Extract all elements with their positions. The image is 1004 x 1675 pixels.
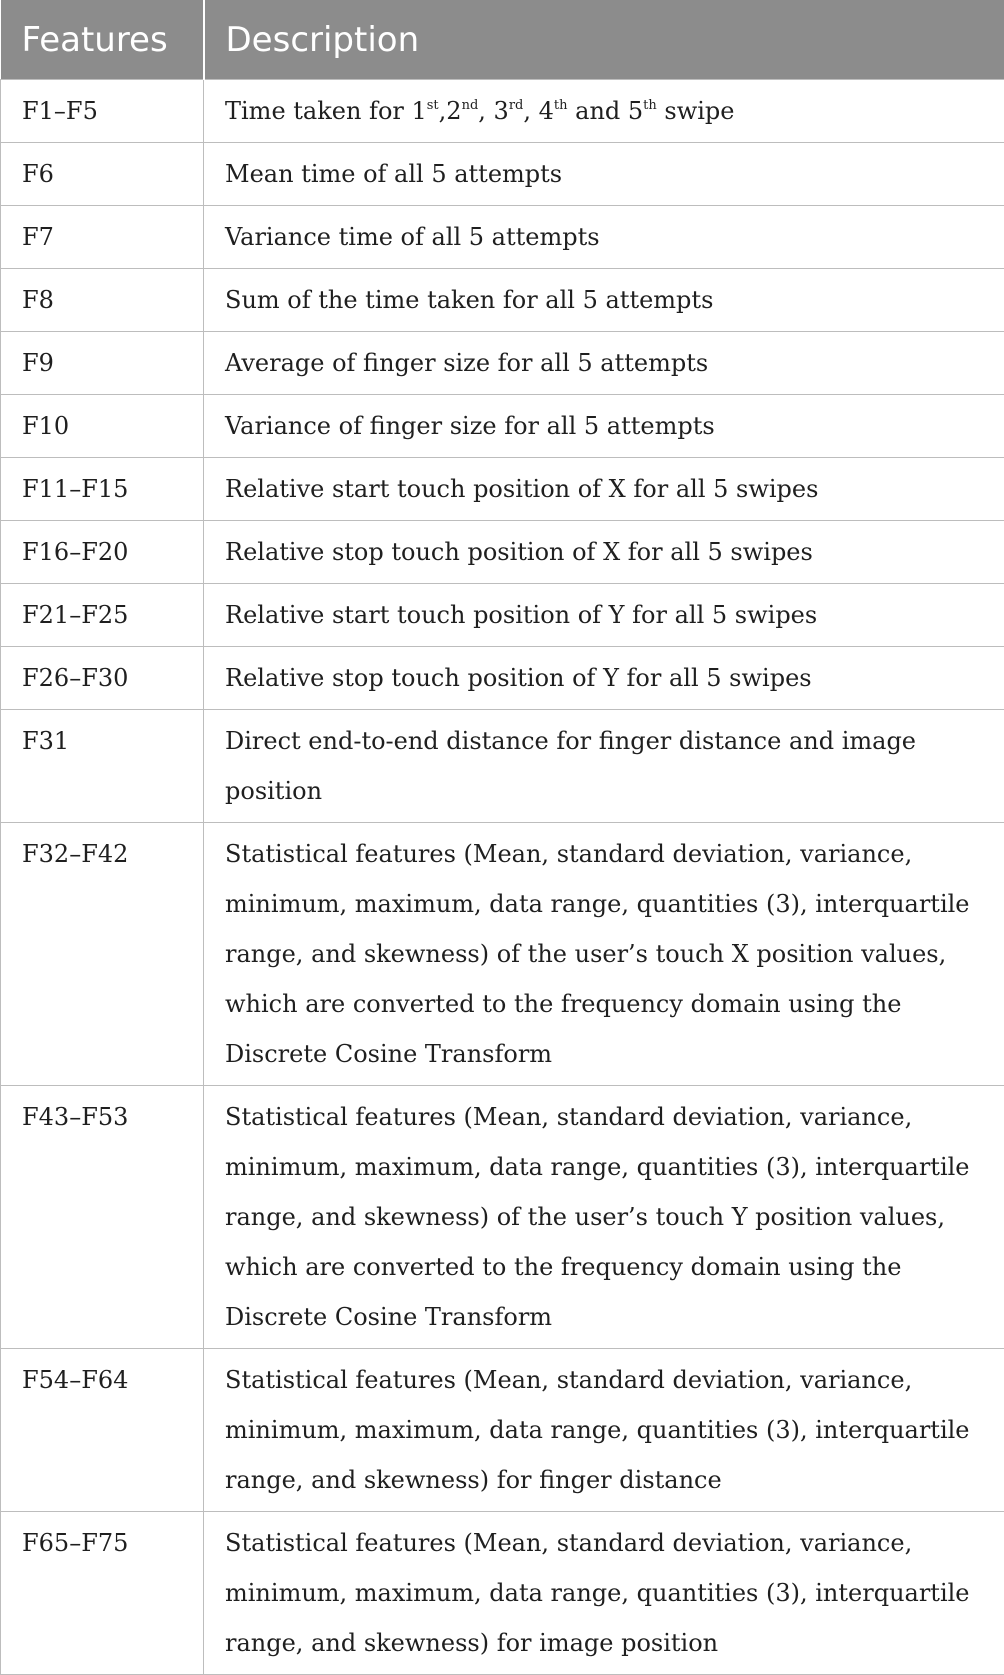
description-cell: Variance time of all 5 attempts [204, 206, 1004, 269]
description-cell: Variance of finger size for all 5 attempts [204, 395, 1004, 458]
description-cell: Relative stop touch position of X for all 5 swipes [204, 521, 1004, 584]
description-text: , 4 [523, 97, 554, 125]
ordinal-suffix: th [643, 98, 657, 113]
table-body [1, 80, 1004, 1675]
feature-cell: F21–F25 [1, 584, 204, 647]
feature-cell: F43–F53 [1, 1086, 204, 1349]
table-row [1, 1512, 1004, 1675]
table-row [1, 710, 1004, 823]
feature-cell: F8 [1, 269, 204, 332]
ordinal-suffix: nd [462, 98, 479, 113]
table-row [1, 521, 1004, 584]
description-cell: Direct end-to-end distance for finger distance and image position [204, 710, 1004, 823]
description-text: swipe [657, 97, 735, 125]
description-cell: Sum of the time taken for all 5 attempts [204, 269, 1004, 332]
description-cell: Relative start touch position of Y for all 5 swipes [204, 584, 1004, 647]
feature-cell: F16–F20 [1, 521, 204, 584]
feature-cell: F65–F75 [1, 1512, 204, 1675]
header-row [1, 0, 1004, 80]
table-row [1, 80, 1004, 143]
header-features: Features [1, 0, 204, 80]
description-cell: Mean time of all 5 attempts [204, 143, 1004, 206]
feature-cell: F7 [1, 206, 204, 269]
feature-cell: F32–F42 [1, 823, 204, 1086]
table-row [1, 1349, 1004, 1512]
feature-cell: F9 [1, 332, 204, 395]
table-row [1, 395, 1004, 458]
table-header [1, 0, 1004, 80]
table-row [1, 584, 1004, 647]
description-text: , 3 [478, 97, 509, 125]
feature-cell: F10 [1, 395, 204, 458]
feature-cell: F6 [1, 143, 204, 206]
table-row [1, 206, 1004, 269]
description-text: Time taken for 1 [225, 97, 427, 125]
ordinal-suffix: st [427, 98, 439, 113]
table-row [1, 269, 1004, 332]
header-description: Description [204, 0, 1004, 80]
description-cell: Relative start touch position of X for all 5 swipes [204, 458, 1004, 521]
description-cell [204, 80, 1004, 143]
feature-cell: F31 [1, 710, 204, 823]
table-row [1, 823, 1004, 1086]
description-cell: Statistical features (Mean, standard deviation, variance, minimum, maximum, data range, quantities (3), interquartile range, and skewness) for finger distance [204, 1349, 1004, 1512]
description-cell: Average of finger size for all 5 attempts [204, 332, 1004, 395]
description-cell: Statistical features (Mean, standard deviation, variance, minimum, maximum, data range, quantities (3), interquartile range, and skewness) of the user’s touch X position values, which are converted to the frequency domain using the Discrete Cosine Transform [204, 823, 1004, 1086]
ordinal-suffix: th [554, 98, 568, 113]
description-cell: Statistical features (Mean, standard deviation, variance, minimum, maximum, data range, quantities (3), interquartile range, and skewness) of the user’s touch Y position values, which are converted to the frequency domain using the Discrete Cosine Transform [204, 1086, 1004, 1349]
table-row [1, 458, 1004, 521]
ordinal-suffix: rd [509, 98, 524, 113]
table-row [1, 1086, 1004, 1349]
feature-cell: F26–F30 [1, 647, 204, 710]
description-cell: Statistical features (Mean, standard deviation, variance, minimum, maximum, data range, quantities (3), interquartile range, and skewness) for image position [204, 1512, 1004, 1675]
feature-cell: F11–F15 [1, 458, 204, 521]
table-row [1, 332, 1004, 395]
table-row [1, 647, 1004, 710]
description-text: and 5 [568, 97, 644, 125]
table-row [1, 143, 1004, 206]
feature-cell: F54–F64 [1, 1349, 204, 1512]
feature-cell: F1–F5 [1, 80, 204, 143]
description-cell: Relative stop touch position of Y for all 5 swipes [204, 647, 1004, 710]
description-text: ,2 [439, 97, 462, 125]
